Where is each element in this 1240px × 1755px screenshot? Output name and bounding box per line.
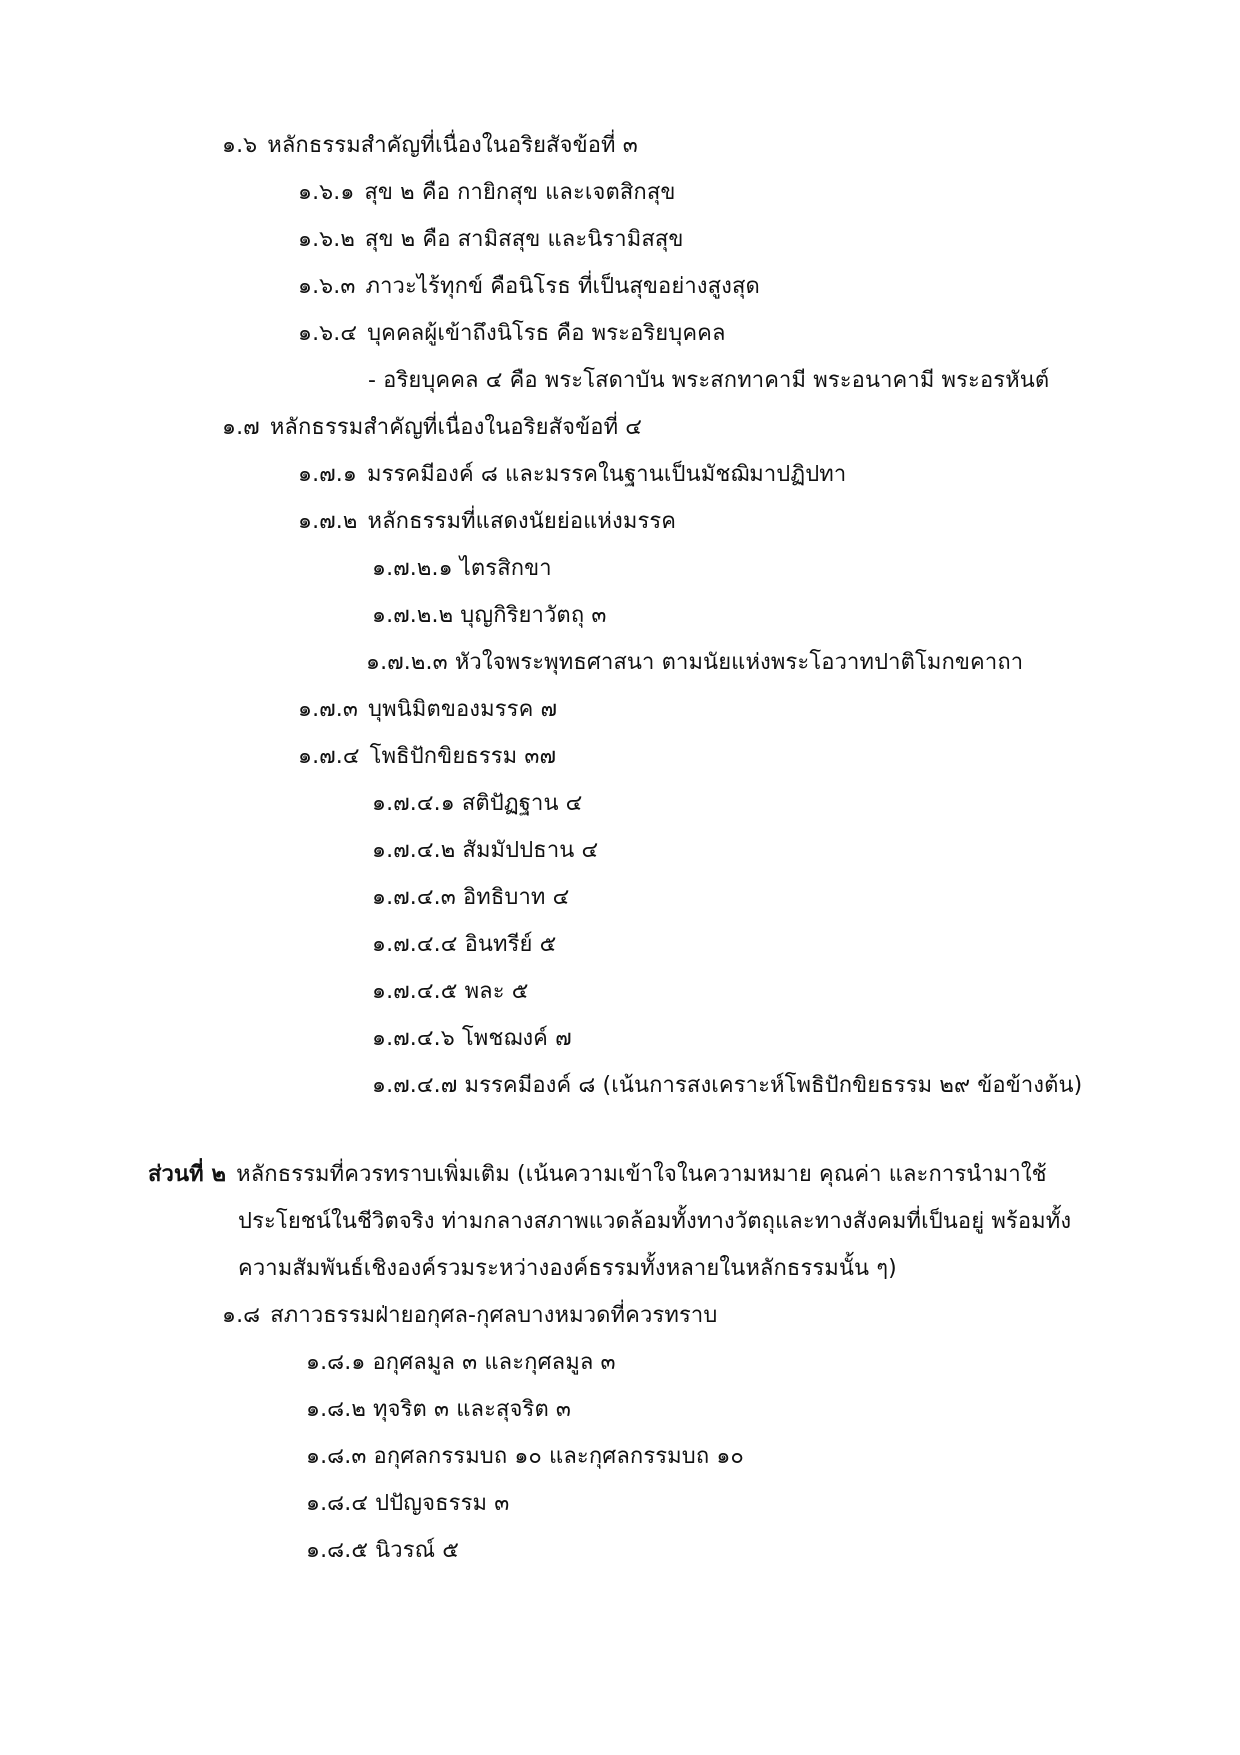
item-1-7-2-1: ๑.๗.๒.๑ ไตรสิกขา: [372, 556, 552, 581]
item-number: ๑.๖.๔: [298, 321, 358, 346]
item-1-7-4-2: ๑.๗.๔.๒ สัมมัปปธาน ๔: [372, 838, 599, 863]
item-1-6-3: [298, 272, 760, 302]
item-text: หลักธรรมที่แสดงนัยย่อแห่งมรรค: [367, 509, 677, 534]
item-text: สุข ๒ คือ กายิกสุข และเจตสิกสุข: [364, 180, 676, 205]
item-text: บุคคลผู้เข้าถึงนิโรธ คือ พระอริยบุคคล: [367, 321, 726, 346]
item-text: มรรคมีองค์ ๘ และมรรคในฐานเป็นมัชฌิมาปฏิปทา: [366, 462, 847, 487]
item-1-7-1: [298, 460, 846, 490]
heading-text: หลักธรรมสำคัญที่เนื่องในอริยสัจข้อที่ ๔: [269, 415, 643, 440]
section-2-label: ส่วนที่ ๒: [148, 1162, 227, 1187]
item-1-7-4-4: ๑.๗.๔.๔ อินทรีย์ ๕: [372, 932, 557, 957]
item-1-7-2: [298, 507, 676, 537]
item-1-7-3: [298, 695, 557, 725]
item-1-7-4-7: ๑.๗.๔.๗ มรรคมีองค์ ๘ (เน้นการสงเคราะห์โพธิปักขิยธรรม ๒๙ ข้อข้างต้น): [372, 1073, 1083, 1098]
heading-number: ๑.๘: [222, 1303, 261, 1328]
heading-1-7: [222, 413, 642, 443]
item-1-8-1: ๑.๘.๑ อกุศลมูล ๓ และกุศลมูล ๓: [306, 1350, 616, 1375]
item-1-8-2: ๑.๘.๒ ทุจริต ๓ และสุจริต ๓: [306, 1397, 572, 1422]
item-number: ๑.๗.๑: [298, 462, 357, 487]
item-1-7-2-3: ๑.๗.๒.๓ หัวใจพระพุทธศาสนา ตามนัยแห่งพระโอวาทปาติโมกขคาถา: [366, 650, 1024, 675]
item-number: ๑.๗.๓: [298, 697, 359, 722]
section-2-line-2: ประโยชน์ในชีวิตจริง ท่ามกลางสภาพแวดล้อมทั้งทางวัตถุและทางสังคมที่เป็นอยู่ พร้อมทั้ง: [238, 1209, 1072, 1234]
item-1-6-2: [298, 225, 684, 255]
item-1-8-4: ๑.๘.๔ ปปัญจธรรม ๓: [306, 1491, 510, 1516]
section-2-line-1: [148, 1160, 1047, 1190]
item-text: สุข ๒ คือ สามิสสุข และนิรามิสสุข: [364, 227, 684, 252]
heading-1-6: [222, 131, 638, 161]
item-1-7-4: [298, 742, 556, 772]
item-1-8-3: ๑.๘.๓ อกุศลกรรมบถ ๑๐ และกุศลกรรมบถ ๑๐: [306, 1444, 744, 1469]
item-1-7-2-2: ๑.๗.๒.๒ บุญกิริยาวัตถุ ๓: [372, 603, 607, 628]
item-1-7-4-1: ๑.๗.๔.๑ สติปัฏฐาน ๔: [372, 791, 583, 816]
item-1-7-4-3: ๑.๗.๔.๓ อิทธิบาท ๔: [372, 885, 570, 910]
item-text: บุพนิมิตของมรรค ๗: [368, 697, 558, 722]
item-number: ๑.๗.๒: [298, 509, 358, 534]
item-number: ๑.๖.๒: [298, 227, 355, 252]
heading-1-8: [222, 1301, 717, 1331]
bullet-ariyabukkhon: - อริยบุคคล ๔ คือ พระโสดาบัน พระสกทาคามี พระอนาคามี พระอรหันต์: [368, 368, 1050, 393]
item-1-7-4-5: ๑.๗.๔.๕ พละ ๕: [372, 979, 529, 1004]
item-number: ๑.๖.๓: [298, 274, 356, 299]
item-number: ๑.๖.๑: [298, 180, 355, 205]
item-1-7-4-6: ๑.๗.๔.๖ โพชฌงค์ ๗: [372, 1026, 572, 1051]
section-2-text: หลักธรรมที่ควรทราบเพิ่มเติม (เน้นความเข้าใจในความหมาย คุณค่า และการนำมาใช้: [236, 1162, 1047, 1187]
section-2-line-3: ความสัมพันธ์เชิงองค์รวมระหว่างองค์ธรรมทั้งหลายในหลักธรรมนั้น ๆ): [238, 1256, 897, 1281]
heading-text: สภาวธรรมฝ่ายอกุศล-กุศลบางหมวดที่ควรทราบ: [270, 1303, 718, 1328]
heading-number: ๑.๗: [222, 415, 260, 440]
item-number: ๑.๗.๔: [298, 744, 360, 769]
item-1-6-1: [298, 178, 676, 208]
item-text: โพธิปักขิยธรรม ๓๗: [369, 744, 557, 769]
item-1-6-4: [298, 319, 726, 349]
item-text: ภาวะไร้ทุกข์ คือนิโรธ ที่เป็นสุขอย่างสูงสุด: [365, 274, 760, 299]
heading-text: หลักธรรมสำคัญที่เนื่องในอริยสัจข้อที่ ๓: [267, 133, 638, 158]
item-1-8-5: ๑.๘.๕ นิวรณ์ ๕: [306, 1538, 460, 1563]
heading-number: ๑.๖: [222, 133, 258, 158]
